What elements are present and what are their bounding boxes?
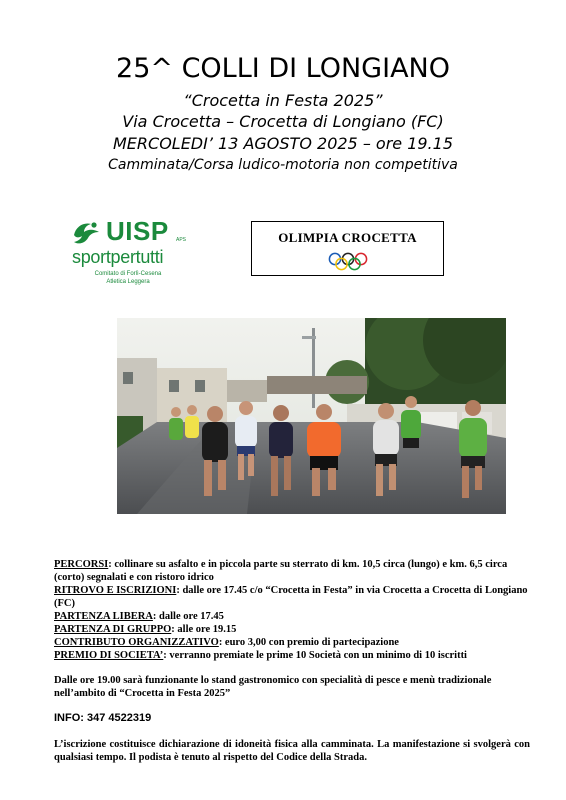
olympic-rings-icon bbox=[327, 252, 369, 272]
premio-label: PREMIO DI SOCIETA’ bbox=[54, 650, 164, 661]
event-datetime: MERCOLEDI’ 13 AGOSTO 2025 – ore 19.15 bbox=[112, 134, 453, 153]
disclaimer-text: L’iscrizione costituisce dichiarazione di idoneità fisica alla camminata. La manifestazione si svolgerà con qualsiasi tempo. Il podista è tenuto al rispetto del Codice della Strada. bbox=[54, 739, 530, 763]
percorsi-text: : collinare su asfalto e in piccola parte su sterrato di km. 10,5 circa (lungo) e km. 6,5 circa (corto) segnalati e con ristoro idrico bbox=[54, 559, 508, 583]
uisp-committee: Comitato di Forlì-Cesena bbox=[94, 271, 162, 277]
partenza-libera-label: PARTENZA LIBERA bbox=[54, 611, 153, 622]
detail-partenza-libera bbox=[54, 610, 530, 623]
club-logo-box bbox=[251, 221, 444, 276]
contributo-text: : euro 3,00 con premio di partecipazione bbox=[218, 637, 399, 648]
contributo-label: CONTRIBUTO ORGANIZZATIVO bbox=[54, 637, 219, 648]
uisp-brand-sup: APS bbox=[176, 237, 187, 243]
premio-text: : verranno premiate le prime 10 Società con un minimo di 10 iscritti bbox=[163, 650, 467, 661]
uisp-tagline: sportpertutti bbox=[72, 247, 164, 267]
percorsi-label: PERCORSI bbox=[54, 559, 109, 570]
ritrovo-label: RITROVO E ISCRIZIONI bbox=[54, 585, 177, 596]
uisp-logo bbox=[68, 216, 188, 289]
detail-ritrovo bbox=[54, 584, 530, 610]
event-kind: Camminata/Corsa ludico-motoria non competitiva bbox=[108, 157, 458, 173]
detail-premio bbox=[54, 649, 530, 662]
info-phone: INFO: 347 4522319 bbox=[54, 712, 152, 724]
uisp-section: Atletica Leggera bbox=[106, 279, 150, 285]
event-location: Via Crocetta – Crocetta di Longiano (FC) bbox=[122, 112, 444, 131]
event-title: 25^ COLLI DI LONGIANO bbox=[116, 53, 450, 84]
detail-partenza-gruppo bbox=[54, 623, 530, 636]
event-subtitle: “Crocetta in Festa 2025” bbox=[183, 91, 383, 110]
event-header bbox=[0, 52, 566, 176]
event-details bbox=[54, 558, 530, 764]
ritrovo-text: : dalle ore 17.45 c/o “Crocetta in Festa” in via Crocetta a Crocetta di Longiano (FC) bbox=[54, 585, 528, 609]
uisp-runner-icon bbox=[72, 221, 102, 247]
stand-gastronomico-text: Dalle ore 19.00 sarà funzionante lo stand gastronomico con specialità di pesce e menù tradizionale nell’ambito di “Crocetta in Festa 2025” bbox=[54, 675, 492, 699]
uisp-brand: UISP bbox=[106, 216, 169, 246]
partenza-libera-text: : dalle ore 17.45 bbox=[152, 611, 224, 622]
club-name: OLIMPIA CROCETTA bbox=[278, 230, 417, 245]
partenza-gruppo-label: PARTENZA DI GRUPPO bbox=[54, 624, 172, 635]
runners-photo-illustration bbox=[117, 318, 506, 514]
detail-contributo bbox=[54, 636, 530, 649]
runners-photo bbox=[117, 318, 506, 514]
detail-percorsi bbox=[54, 558, 530, 584]
partenza-gruppo-text: : alle ore 19.15 bbox=[171, 624, 237, 635]
